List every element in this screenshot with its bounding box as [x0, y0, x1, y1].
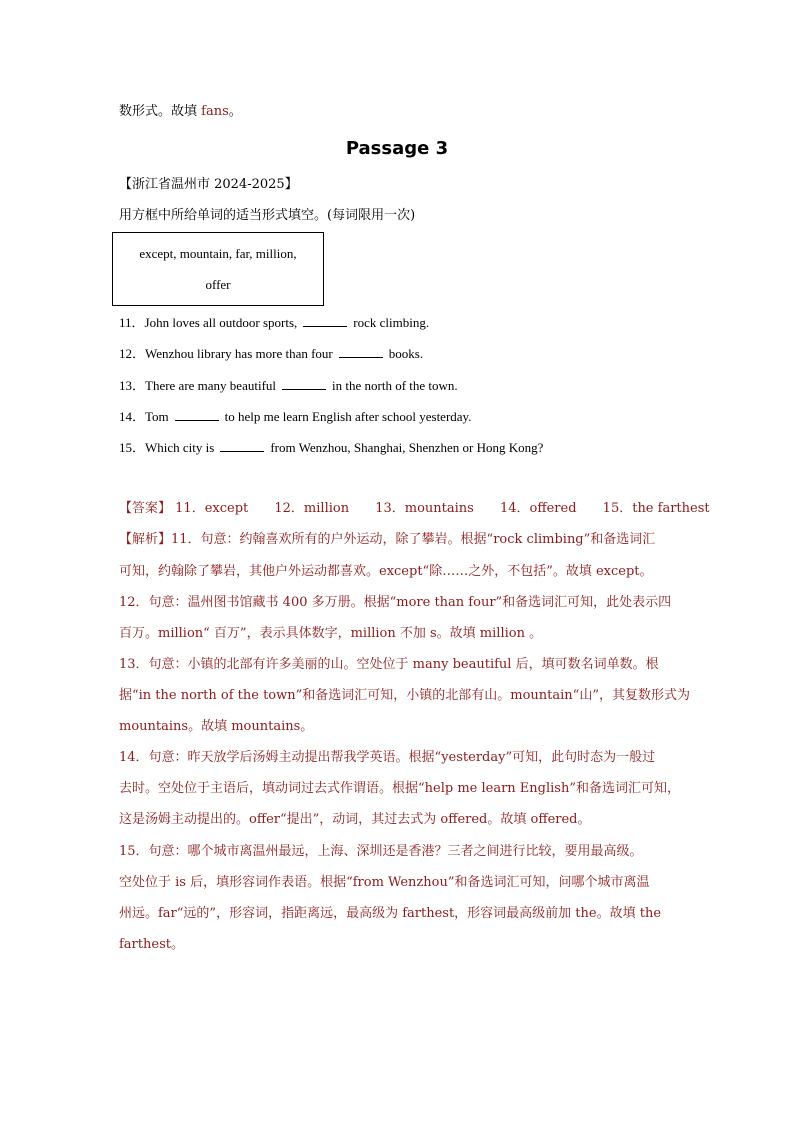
analysis-line-12: 空处位于 is 后，填形容词作表语。根据“from Wenzhou”和备选词汇可知，问哪个城市离温: [119, 875, 650, 890]
answer-item: 13．mountains: [375, 501, 474, 516]
word-box-line-1: except, mountain, far, million,: [139, 246, 297, 261]
word-box: [112, 232, 324, 306]
top-text-suffix: 。: [228, 104, 242, 119]
question-13: [119, 377, 458, 394]
answer-blank[interactable]: [339, 345, 383, 358]
question-text: 15．Which city is: [119, 440, 215, 455]
answer-item: 15．the farthest: [602, 501, 710, 516]
top-text-line: [119, 104, 242, 120]
question-14: [119, 408, 471, 425]
analysis-line-13: 州远。far“远的”，形容词，指距离远，最高级为 farthest，形容词最高级前加 the。故填 the: [119, 906, 662, 921]
analysis-line-14: farthest。: [119, 937, 184, 952]
passage-title: Passage 3: [345, 138, 449, 159]
answer-line: [119, 501, 732, 517]
question-text: books.: [388, 346, 424, 361]
question-text: in the north of the town.: [332, 378, 458, 393]
analysis-line-2: 可知，约翰除了攀岩，其他户外运动都喜欢。except“除……之外，不包括”。故填 except。: [119, 564, 653, 579]
analysis-text: 11．句意：约翰喜欢所有的户外运动，除了攀岩。根据“rock climbing”和备选词汇: [171, 532, 656, 547]
top-text-answer: fans: [201, 104, 229, 119]
answer-item: 12．million: [274, 501, 350, 516]
question-text: 11．John loves all outdoor sports,: [119, 315, 298, 330]
analysis-line-3: 12．句意：温州图书馆藏书 400 多万册。根据“more than four”和备选词汇可知，此处表示四: [119, 595, 672, 610]
analysis-label: 【解析】: [119, 532, 172, 547]
question-text: 13．There are many beautiful: [119, 378, 277, 393]
analysis-line-4: 百万。million“ 百万”，表示具体数字，million 不加 s。故填 million 。: [119, 626, 543, 641]
analysis-line-7: mountains。故填 mountains。: [119, 719, 314, 734]
question-11: [119, 314, 429, 331]
instruction-text: 用方框中所给单词的适当形式填空。(每词限用一次): [119, 208, 416, 223]
analysis-line-10: 这是汤姆主动提出的。offer“提出”，动词，其过去式为 offered。故填 offered。: [119, 812, 591, 827]
question-15: [119, 439, 543, 456]
analysis-line-6: 据“in the north of the town”和备选词汇可知，小镇的北部有山。mountain“山”，其复数形式为: [119, 688, 690, 703]
answer-item: 14．offered: [500, 501, 577, 516]
analysis-line-5: 13．句意：小镇的北部有许多美丽的山。空处位于 many beautiful 后，填可数名词单数。根: [119, 657, 659, 672]
answer-blank[interactable]: [175, 408, 219, 421]
answer-item: 11．except: [175, 501, 249, 516]
question-text: rock climbing.: [353, 315, 430, 330]
question-12: [119, 345, 423, 362]
source-label: 【浙江省温州市 2024-2025】: [119, 177, 298, 192]
analysis-line-1: [119, 532, 655, 548]
analysis-line-8: 14．句意：昨天放学后汤姆主动提出帮我学英语。根据“yesterday”可知，此句时态为一般过: [119, 750, 656, 765]
top-text-prefix: 数形式。故填: [119, 104, 202, 119]
answer-blank[interactable]: [220, 439, 264, 452]
answer-blank[interactable]: [282, 377, 326, 390]
question-text: to help me learn English after school yesterday.: [224, 409, 472, 424]
question-text: from Wenzhou, Shanghai, Shenzhen or Hong Kong?: [270, 440, 544, 455]
answer-label: 【答案】: [119, 501, 172, 516]
word-box-line-2: offer: [205, 277, 231, 292]
question-text: 12．Wenzhou library has more than four: [119, 346, 333, 361]
answer-blank[interactable]: [303, 314, 347, 327]
question-text: 14．Tom: [119, 409, 169, 424]
analysis-line-11: 15．句意：哪个城市离温州最远，上海、深圳还是香港？三者之间进行比较，要用最高级。: [119, 844, 643, 859]
analysis-line-9: 去时。空处位于主语后，填动词过去式作谓语。根据“help me learn English”和备选词汇可知，: [119, 781, 680, 796]
